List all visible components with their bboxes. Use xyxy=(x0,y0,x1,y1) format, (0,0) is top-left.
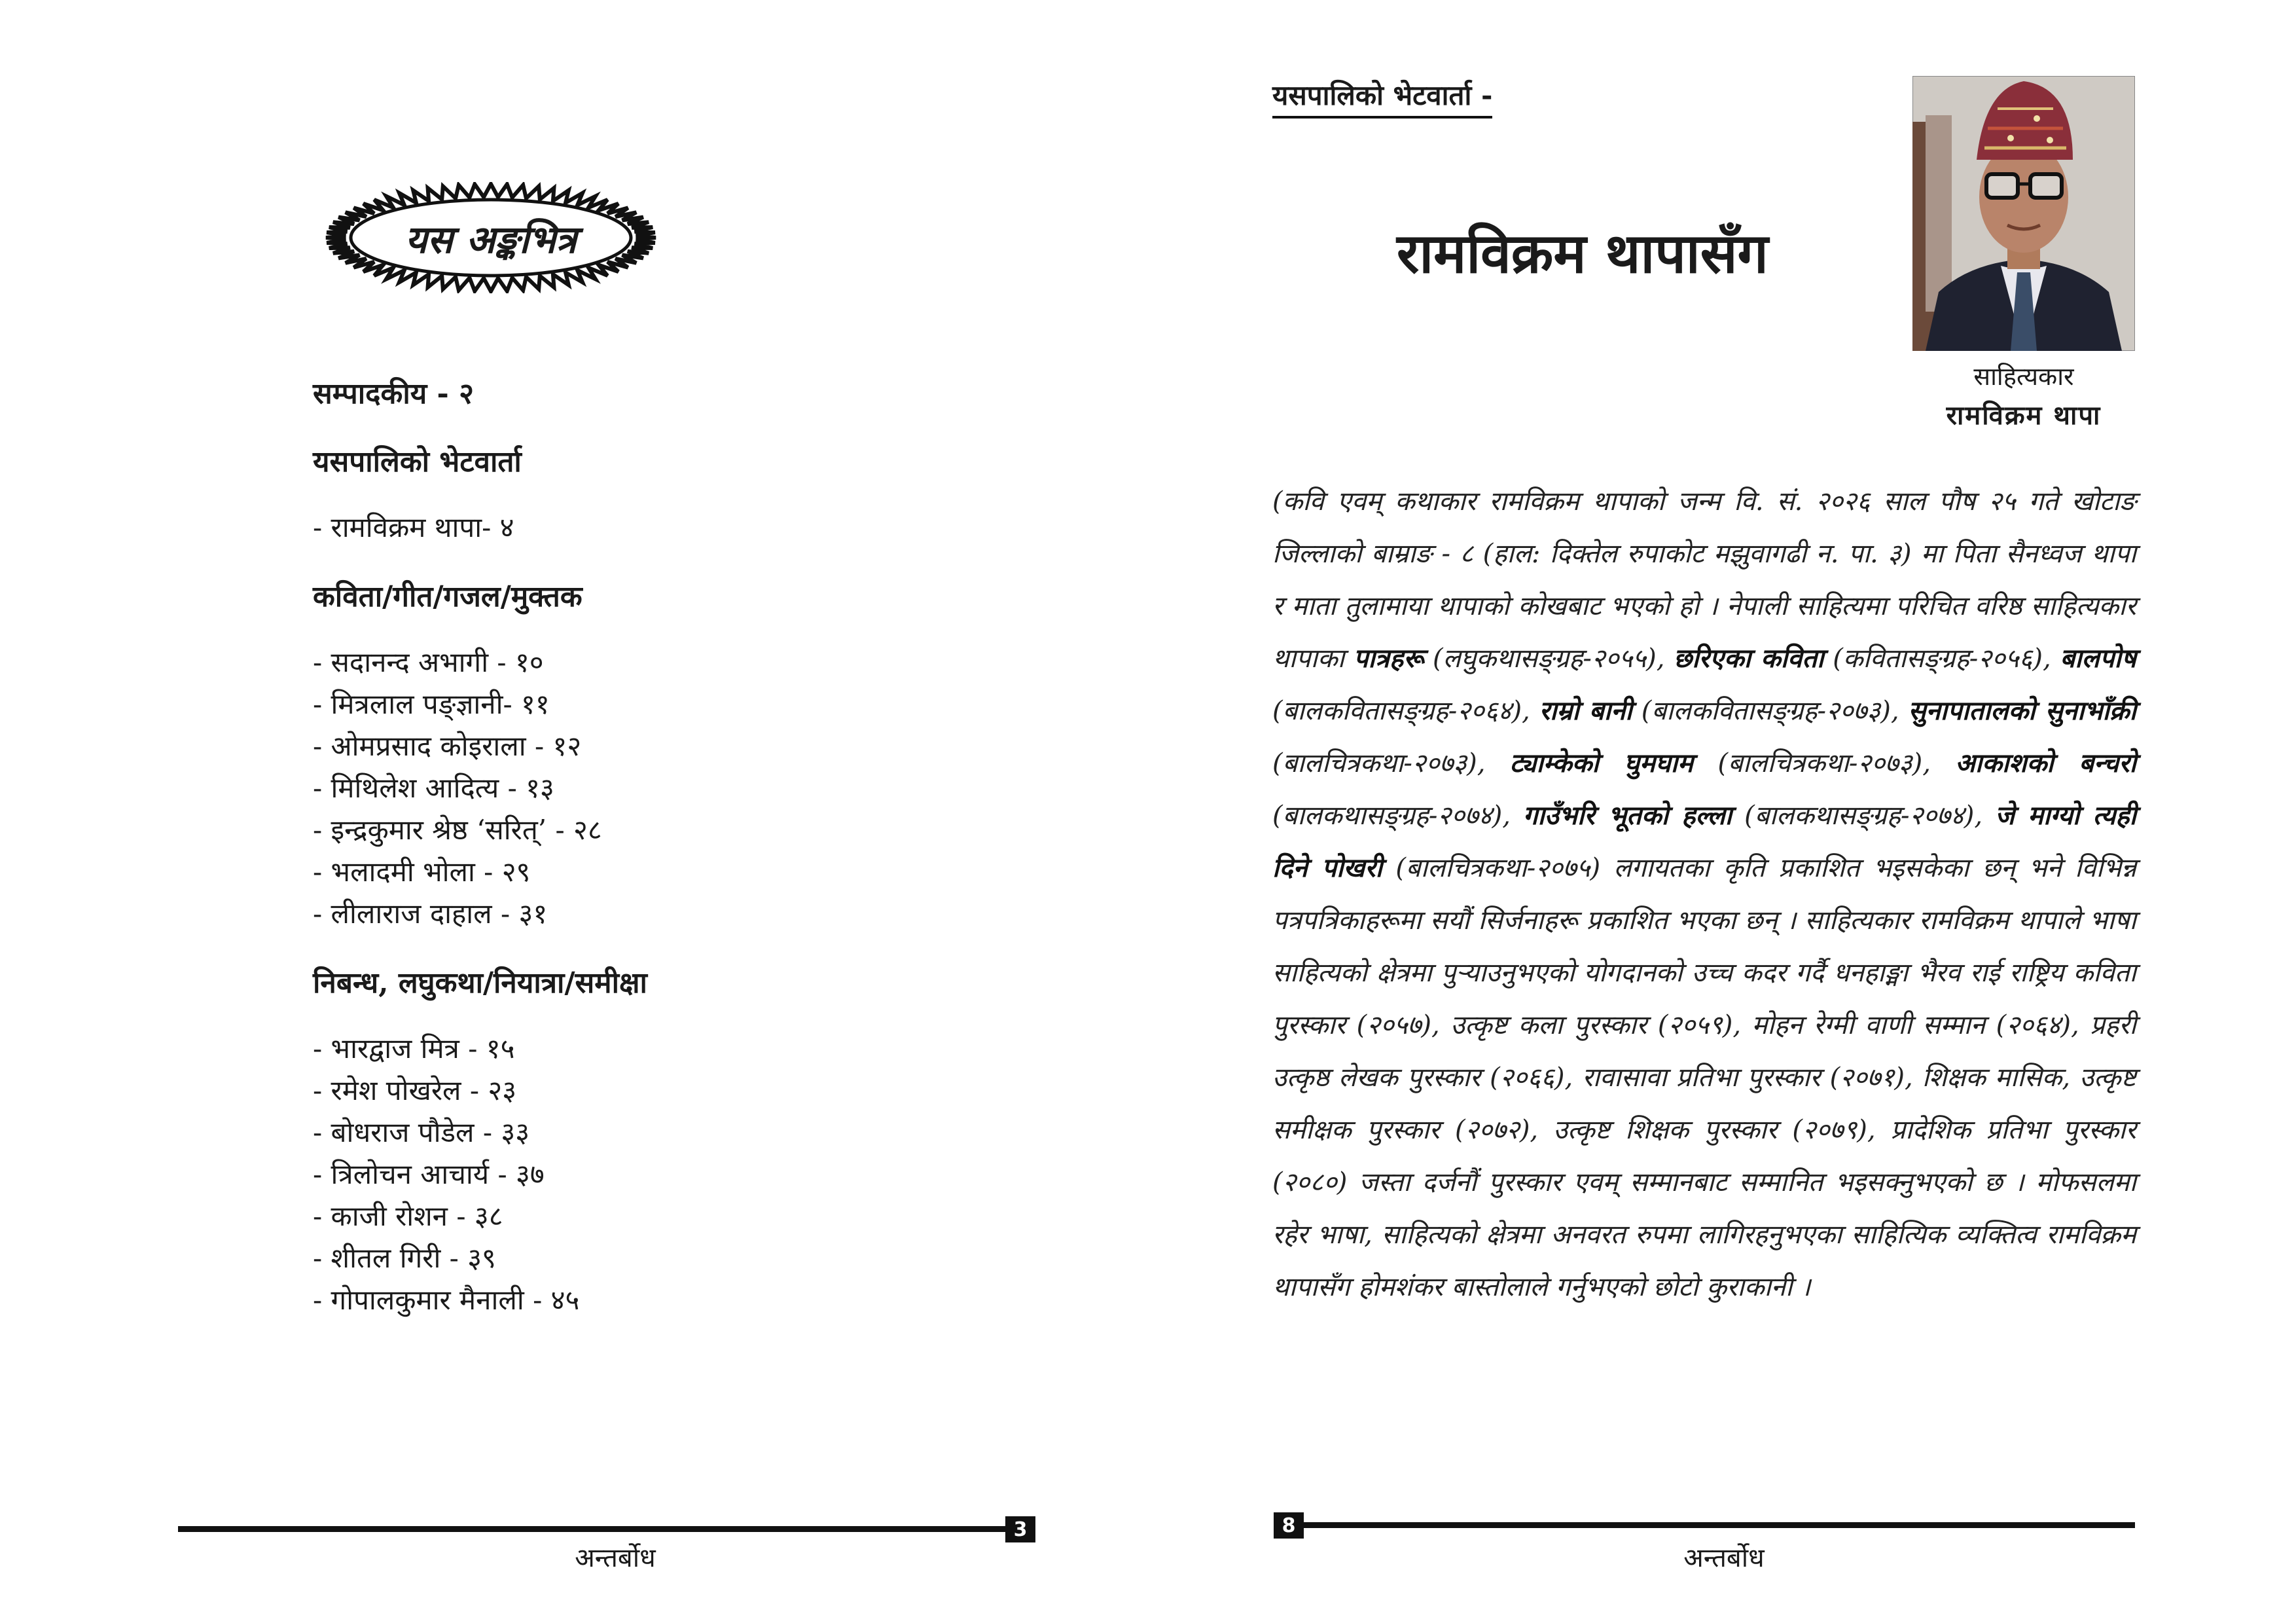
toc-entry: - मित्रलाल पङ्ज्ञानी- ११ xyxy=(313,688,550,720)
section-kicker: यसपालिको भेटवार्ता - xyxy=(1272,76,1492,119)
toc-entry: - शीतल गिरी - ३९ xyxy=(313,1242,496,1274)
toc-entry: - सदानन्द अभागी - १० xyxy=(313,646,544,678)
book-title: पात्रहरू xyxy=(1353,643,1424,674)
toc-entry: - रामविक्रम थापा- ४ xyxy=(313,511,514,543)
footer-rule xyxy=(178,1526,1009,1532)
toc-heading-interview: यसपालिको भेटवार्ता xyxy=(313,445,522,479)
toc-entry: - काजी रोशन - ३८ xyxy=(313,1200,503,1232)
book-title: राम्रो बानी xyxy=(1539,695,1632,726)
footer-journal-name: अन्तर्बोध xyxy=(575,1543,656,1573)
page-number: 3 xyxy=(1005,1516,1035,1542)
body-run: (बालचित्रकथा-२०७३), xyxy=(1272,748,1510,778)
body-run: (बालचित्रकथा-२०७५) लगायतका कृति प्रकाशित भइसकेका छन् भने विभिन्न पत्रपत्रिकाहरूमा सयौं सिर्जनाहरू प्रकाशित भएका छन् । साहित्यकार रामविक्रम थापाले भाषा साहित्यको क्षेत्रमा पुर्‍याउनुभएको योगदानको उच्च कदर गर्दै धनहाङ्मा भैरव राई राष्ट्रिय कविता पुरस्कार (२०५७), उत्कृष्ट कला पुरस्कार (२०५९), मोहन रेग्मी वाणी सम्मान (२०६४), प्रहरी उत्कृष्ठ लेखक पुरस्कार (२०६६), रावासावा प्रतिभा पुरस्कार (२०७१), शिक्षक मासिक, उत्कृष्ट समीक्षक पुरस्कार (२०७२), उत्कृष्ट शिक्षक पुरस्कार (२०७९), प्रादेशिक प्रतिभा पुरस्कार (२०८०) जस्ता दर्जनौं पुरस्कार एवम् सम्मानबाट सम्मानित भइसक्नुभएको छ । मोफसलमा रहेर भाषा, साहित्यको क्षेत्रमा अनवरत रुपमा लागिरहनुभएका साहित्यिक व्यक्तित्व रामविक्रम थापासँग होमशंकर बास्तोलाले गर्नुभएको छोटो कुराकानी । xyxy=(1272,853,2136,1302)
photo-caption-role: साहित्यकार xyxy=(1973,362,2074,391)
body-run: (बालकवितासङ्ग्रह-२०६४), xyxy=(1272,696,1539,726)
toc-entry: - बोधराज पौडेल - ३३ xyxy=(313,1116,530,1148)
body-run: (लघुकथासङ्ग्रह-२०५५), xyxy=(1424,644,1674,674)
interview-headline: रामविक्रम थापासँग xyxy=(1397,221,1768,285)
footer-journal-name: अन्तर्बोध xyxy=(1683,1543,1765,1573)
right-page xyxy=(1148,0,2296,1623)
toc-entry: - भलादमी भोला - २९ xyxy=(313,856,531,888)
toc-entry: - गोपालकुमार मैनाली - ४५ xyxy=(313,1284,580,1316)
toc-heading-editorial: सम्पादकीय - २ xyxy=(313,377,475,410)
photo-caption-name: रामविक्रम थापा xyxy=(1946,400,2102,431)
page-number: 8 xyxy=(1274,1512,1304,1539)
table-of-contents xyxy=(313,374,1066,1321)
toc-heading-poetry: कविता/गीत/गजल/मुक्तक xyxy=(313,580,583,613)
book-title: ट्याम्केको घुमघाम xyxy=(1509,748,1694,778)
book-title: आकाशको बन्चरो xyxy=(1955,748,2136,778)
interview-intro-paragraph xyxy=(1272,475,2136,1313)
toc-entry: - रमेश पोखरेल - २३ xyxy=(313,1074,517,1106)
footer-rule xyxy=(1302,1522,2135,1528)
body-run: (बालकथासङ्ग्रह-२०७४), xyxy=(1272,801,1524,831)
body-run: (बालकवितासङ्ग्रह-२०७३), xyxy=(1632,696,1909,726)
body-run: (बालचित्रकथा-२०७३), xyxy=(1693,748,1956,778)
contents-badge-title: यस अङ्कभित्र xyxy=(405,217,577,262)
toc-entry: - त्रिलोचन आचार्य - ३७ xyxy=(313,1158,545,1190)
book-title: जे माग्यो त्यही दिने पोखरी xyxy=(1272,800,2136,883)
book-title: बालपोष xyxy=(2060,643,2136,674)
book-title: गाउँभरि भूतको हल्ला xyxy=(1523,800,1732,831)
toc-entry: - मिथिलेश आदित्य - १३ xyxy=(313,772,554,804)
toc-entry: - लीलाराज दाहाल - ३१ xyxy=(313,898,548,930)
body-run: (कवितासङ्ग्रह-२०५६), xyxy=(1823,644,2060,674)
author-portrait-photo xyxy=(1912,76,2135,351)
contents-badge xyxy=(321,182,661,293)
book-title: सुनापातालको सुनाभाँक्री xyxy=(1908,695,2136,726)
toc-entry: - भारद्वाज मित्र - १५ xyxy=(313,1032,515,1065)
toc-heading-essays: निबन्ध, लघुकथा/नियात्रा/समीक्षा xyxy=(313,966,647,1000)
book-title: छरिएका कविता xyxy=(1674,643,1824,674)
toc-entry: - ओमप्रसाद कोइराला - १२ xyxy=(313,730,582,762)
body-run: (बालकथासङ्ग्रह-२०७४), xyxy=(1732,801,1996,831)
body-run: (कवि एवम् कथाकार रामविक्रम थापाको जन्म वि. सं. २०२६ साल पौष २५ गते खोटाङ जिल्लाको बाम्राङ - ८ (हाल: दिक्तेल रुपाकोट मझुवागढी न. पा. ३) मा पिता सैनध्वज थापा र माता तुलामाया थापाको कोखबाट भएको हो । नेपाली साहित्यमा परिचित वरिष्ठ साहित्यकार थापाका xyxy=(1272,486,2136,674)
toc-entry: - इन्द्रकुमार श्रेष्ठ ‘सरित्’ - २८ xyxy=(313,814,602,846)
